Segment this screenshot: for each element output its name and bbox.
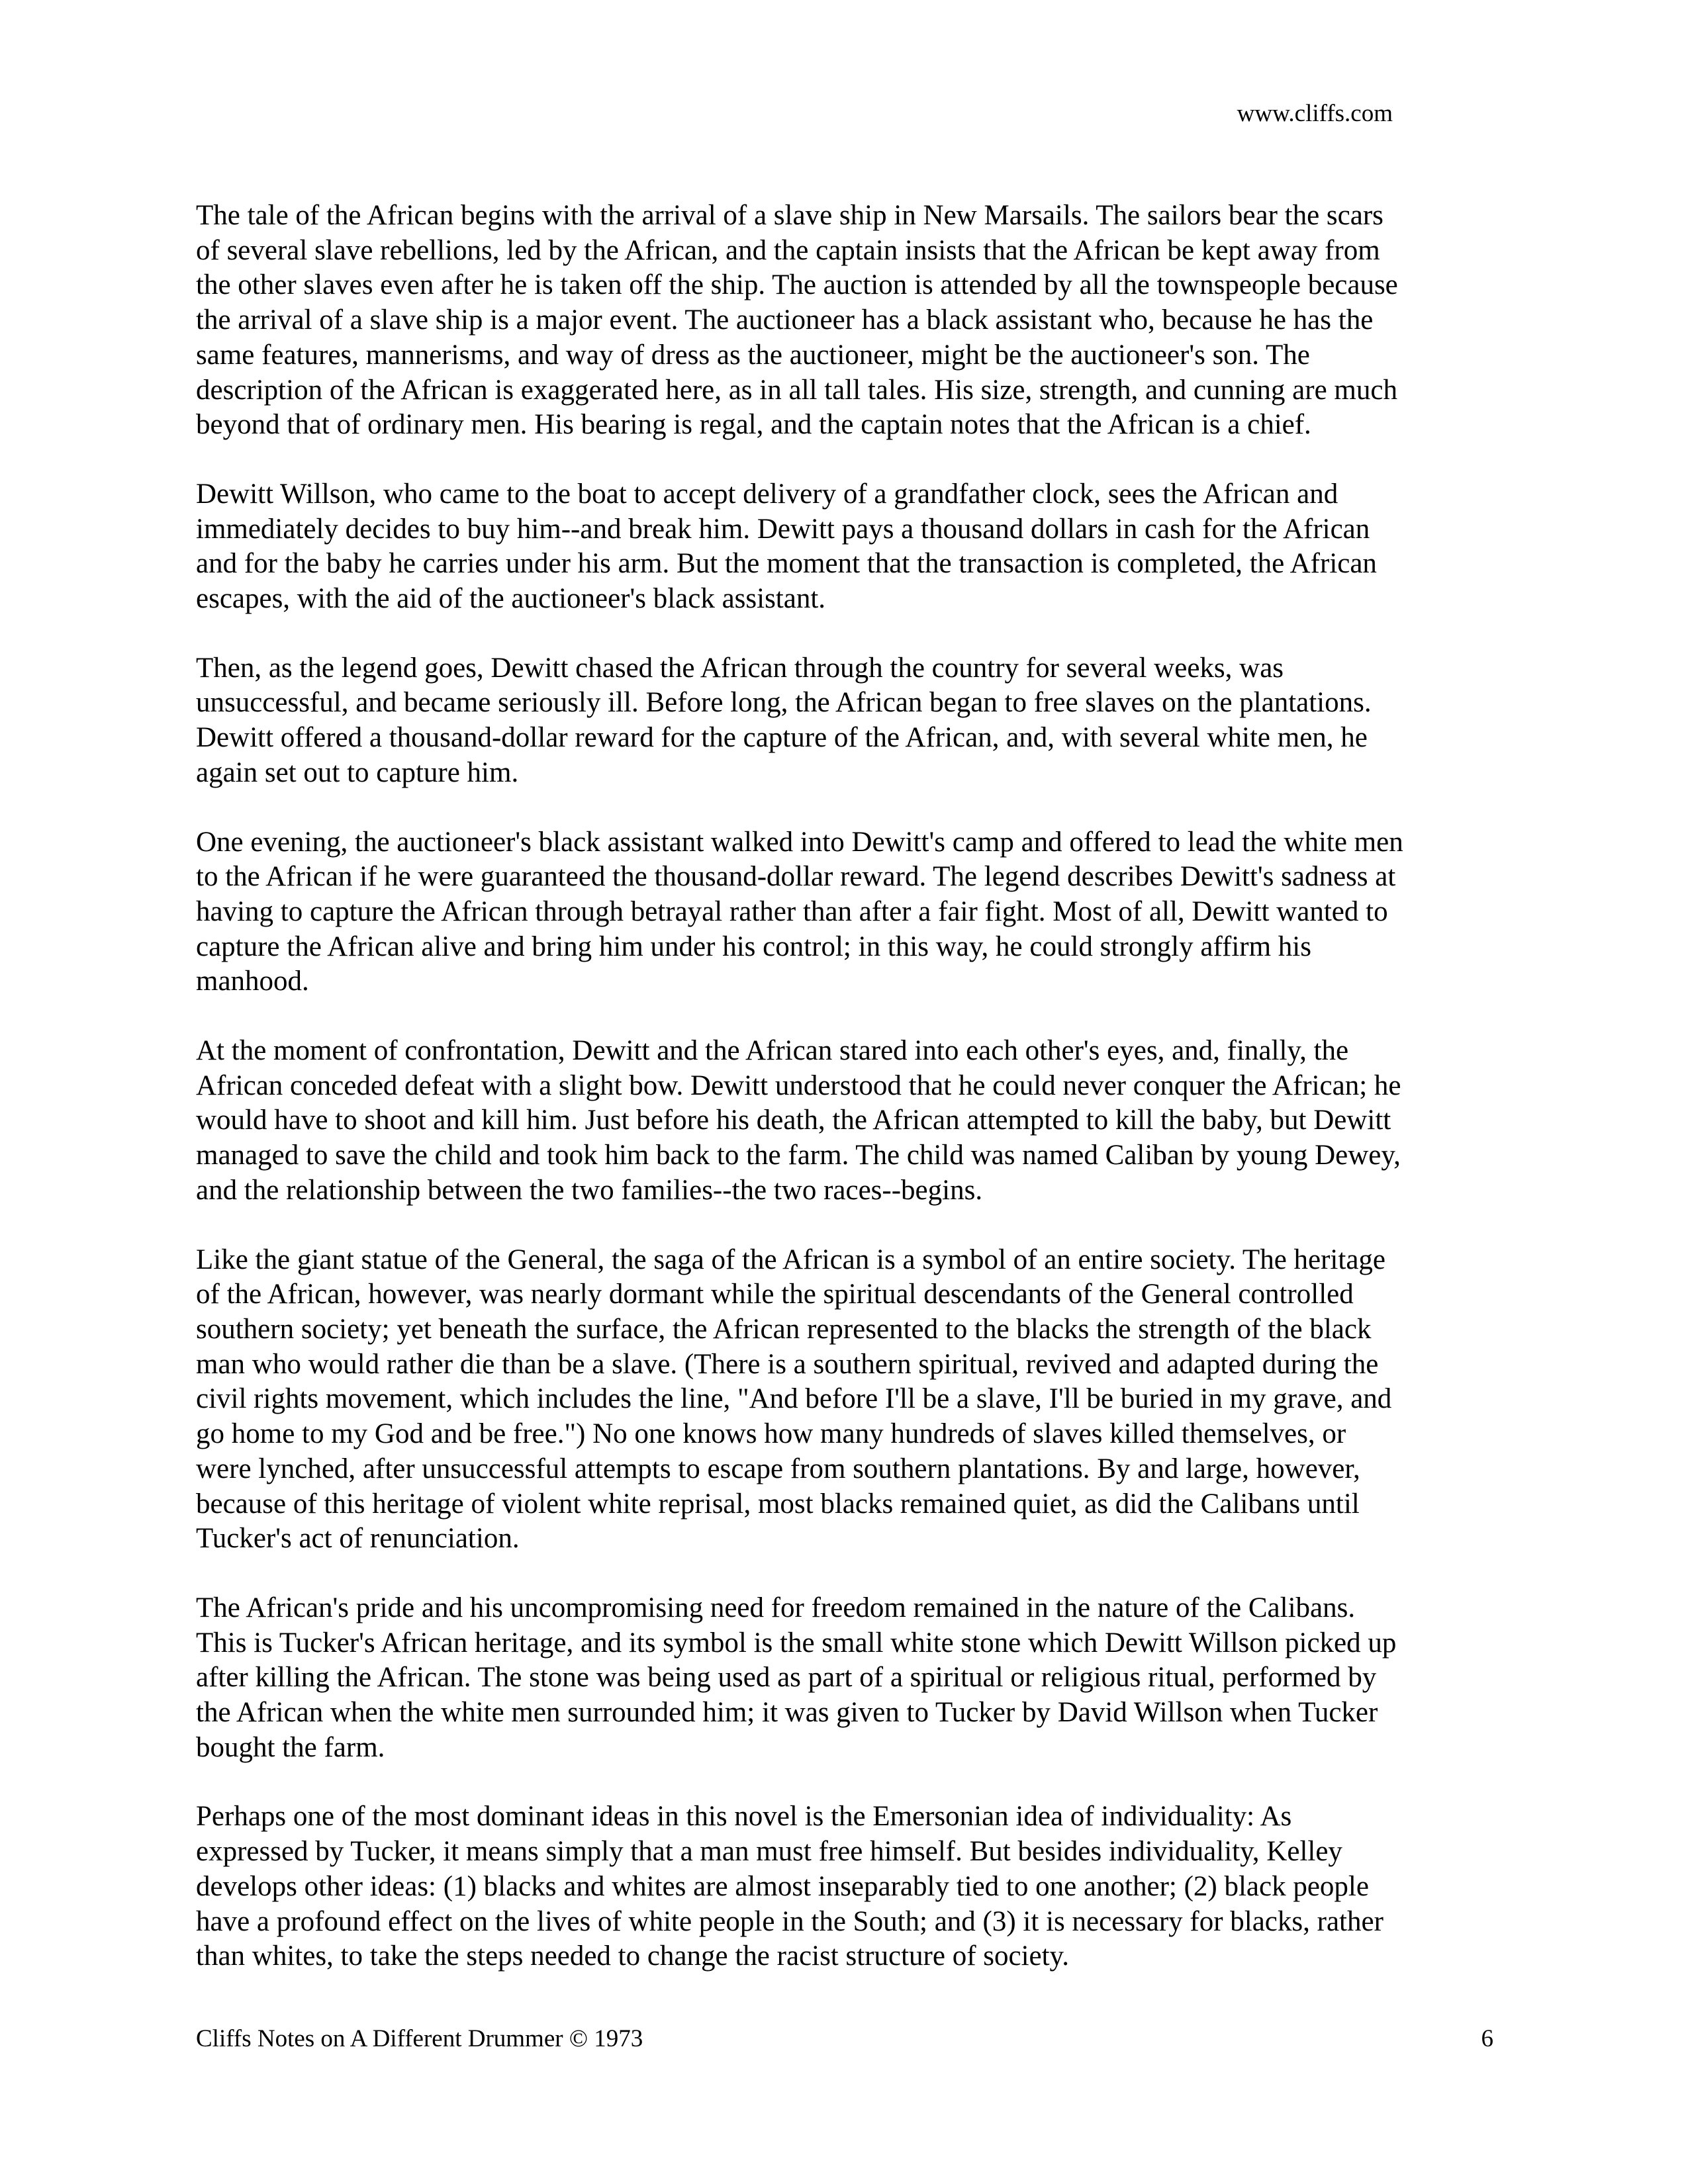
paragraph-5: At the moment of confrontation, Dewitt and the African stared into each other's eyes, and, finally, the African conceded defeat with a slight bow. Dewitt understood that he could never conquer the African; he would have to shoot and kill him. Just before his death, the African attempted to kill the baby, but Dewitt managed to save the child and took him back to the farm. The child was named Caliban by young Dewey, and the relationship between the two families--the two races--begins. <box>196 1035 1401 1206</box>
document-body <box>196 199 1493 2009</box>
paragraph-2: Dewitt Willson, who came to the boat to accept delivery of a grandfather clock, sees the African and immediately decides to buy him--and break him. Dewitt pays a thousand dollars in cash for the African and for the baby he carries under his arm. But the moment that the transaction is completed, the African escapes, with the aid of the auctioneer's black assistant. <box>196 478 1377 615</box>
page-number: 6 <box>1481 2025 1493 2052</box>
header-url: www.cliffs.com <box>1237 100 1393 127</box>
paragraph-6: Like the giant statue of the General, the saga of the African is a symbol of an entire society. The heritage of the African, however, was nearly dormant while the spiritual descendants of the General controlled southern society; yet beneath the surface, the African represented to the blacks the strength of the black man who would rather die than be a slave. (There is a southern spiritual, revived and adapted during the civil rights movement, which includes the line, "And before I'll be a slave, I'll be buried in my grave, and go home to my God and be free.") No one knows how many hundreds of slaves killed themselves, or were lynched, after unsuccessful attempts to escape from southern plantations. By and large, however, because of this heritage of violent white reprisal, most blacks remained quiet, as did the Calibans until Tucker's act of renunciation. <box>196 1244 1392 1555</box>
footer-title: Cliffs Notes on A Different Drummer © 1973 <box>196 2025 643 2052</box>
paragraph-4: One evening, the auctioneer's black assistant walked into Dewitt's camp and offered to lead the white men to the African if he were guaranteed the thousand-dollar reward. The legend describes Dewitt's sadness at having to capture the African through betrayal rather than after a fair fight. Most of all, Dewitt wanted to capture the African alive and bring him under his control; in this way, he could strongly affirm his manhood. <box>196 826 1403 997</box>
paragraph-7: The African's pride and his uncompromising need for freedom remained in the nature of the Calibans. This is Tucker's African heritage, and its symbol is the small white stone which Dewitt Willson picked up after killing the African. The stone was being used as part of a spiritual or religious ritual, performed by the African when the white men surrounded him; it was given to Tucker by David Willson when Tucker bought the farm. <box>196 1592 1397 1763</box>
paragraph-8: Perhaps one of the most dominant ideas in this novel is the Emersonian idea of individuality: As expressed by Tucker, it means simply that a man must free himself. But besides individuality, Kelley develops other ideas: (1) blacks and whites are almost inseparably tied to one another; (2) black people have a profound effect on the lives of white people in the South; and (3) it is necessary for blacks, rather than whites, to take the steps needed to change the racist structure of society. <box>196 1801 1383 1972</box>
paragraph-1: The tale of the African begins with the arrival of a slave ship in New Marsails. The sailors bear the scars of several slave rebellions, led by the African, and the captain insists that the African be kept away from the other slaves even after he is taken off the ship. The auction is attended by all the townspeople because the arrival of a slave ship is a major event. The auctioneer has a black assistant who, because he has the same features, mannerisms, and way of dress as the auctioneer, might be the auctioneer's son. The description of the African is exaggerated here, as in all tall tales. His size, strength, and cunning are much beyond that of ordinary men. His bearing is regal, and the captain notes that the African is a chief. <box>196 200 1398 441</box>
paragraph-3: Then, as the legend goes, Dewitt chased the African through the country for several weeks, was unsuccessful, and became seriously ill. Before long, the African began to free slaves on the plantations. Dewitt offered a thousand-dollar reward for the capture of the African, and, with several white men, he again set out to capture him. <box>196 652 1372 788</box>
